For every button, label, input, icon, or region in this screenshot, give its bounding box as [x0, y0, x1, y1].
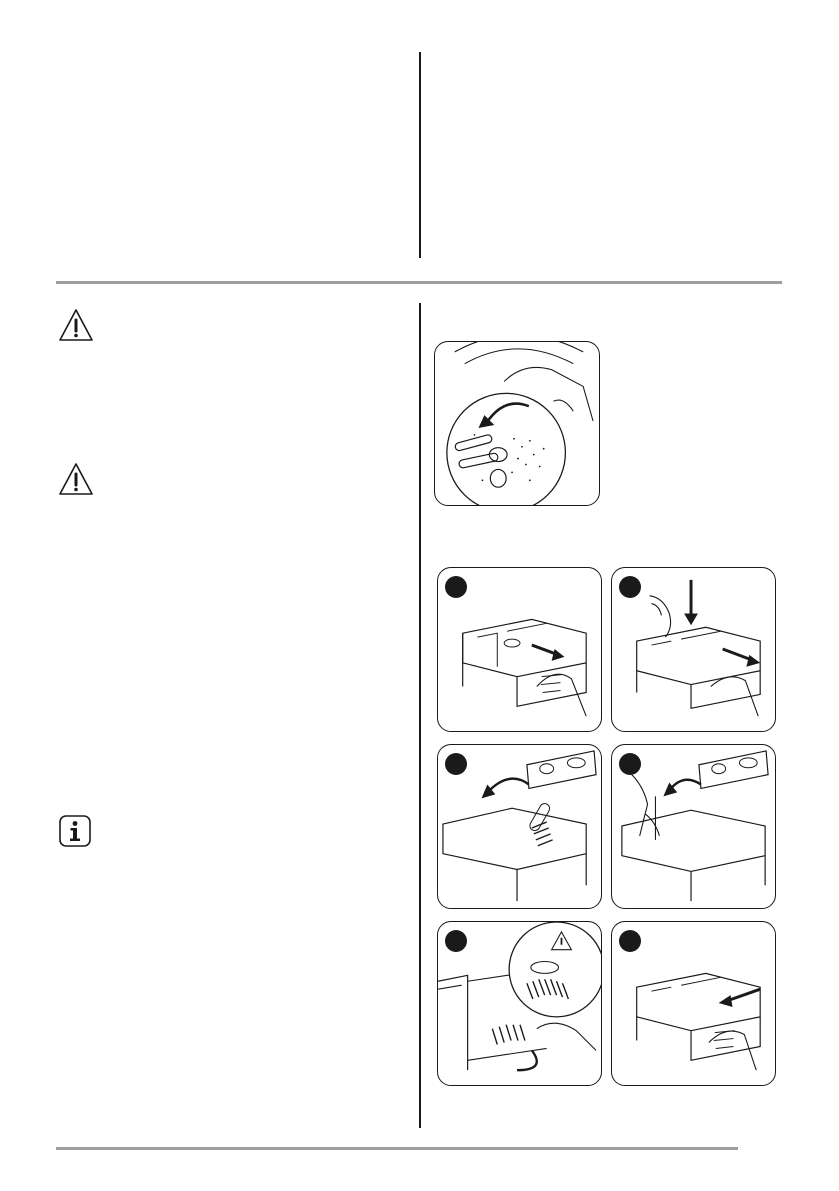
section-divider: [56, 281, 782, 284]
information-icon: [58, 814, 92, 848]
dispenser-step-1-illustration: [437, 567, 602, 732]
dispenser-step-3-illustration: [437, 744, 602, 909]
dispenser-step-2-illustration: [611, 567, 776, 732]
footer-rule: [56, 1147, 738, 1150]
dispenser-step-6-illustration: [611, 921, 776, 1086]
dispenser-step-4-illustration: [611, 744, 776, 909]
drum-paddle-illustration: [434, 341, 600, 506]
top-column-divider: [419, 52, 421, 258]
dispenser-step-5-illustration: [437, 921, 602, 1086]
bottom-column-divider: [419, 303, 421, 1128]
warning-triangle-icon: [57, 307, 95, 345]
warning-triangle-icon: [57, 461, 95, 499]
